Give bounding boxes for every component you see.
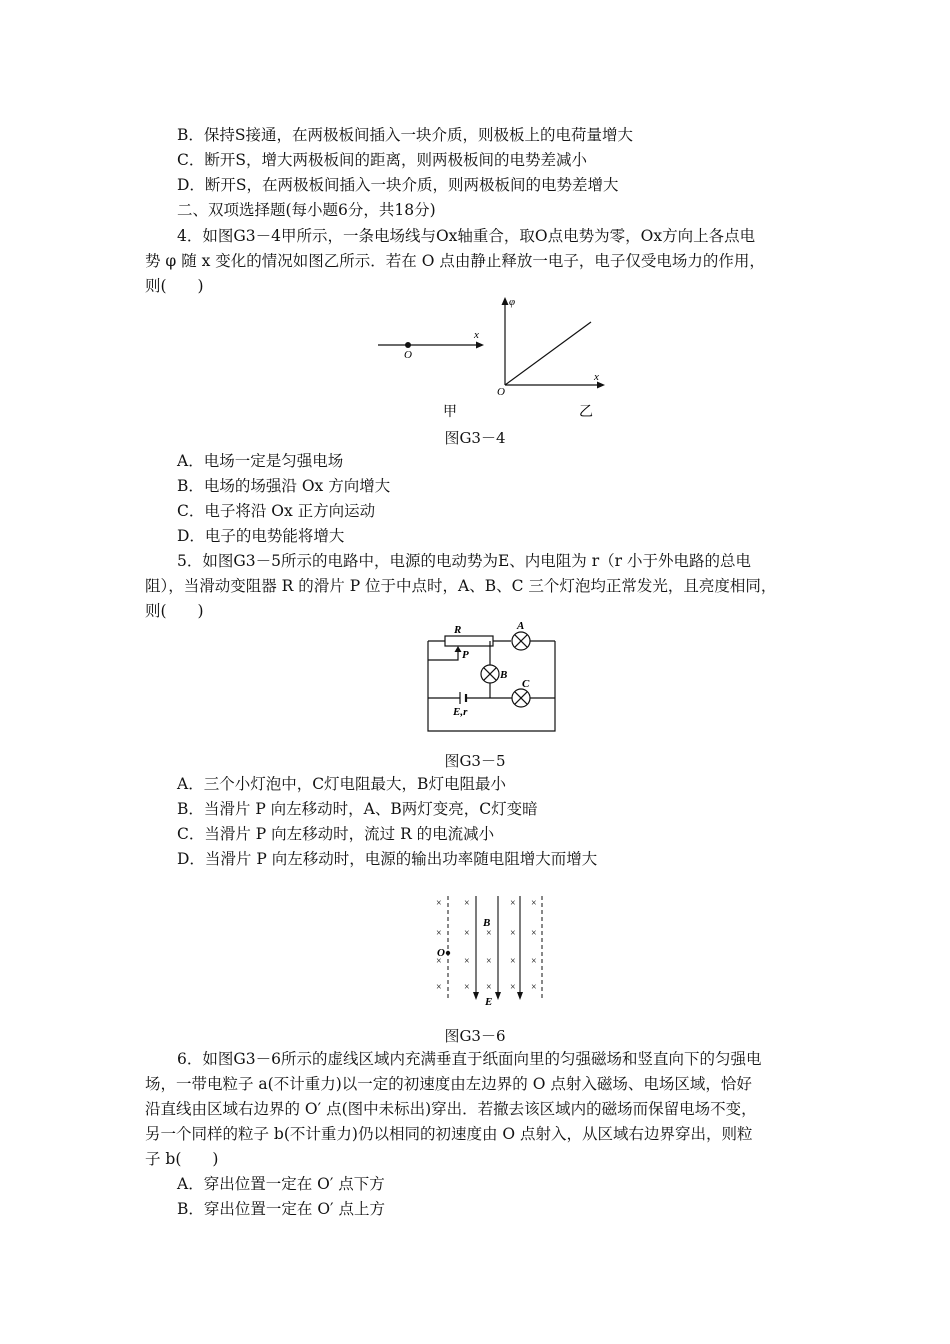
rheostat-r	[445, 636, 493, 646]
arrow-head-icon	[476, 342, 484, 349]
cross-mark-icon: ×	[531, 898, 537, 909]
point-o	[446, 951, 450, 955]
q6-option-a: A．穿出位置一定在 O′ 点下方	[177, 1175, 385, 1193]
jia-x-label: x	[474, 329, 479, 341]
figure-caption-g3-6: 图G3－6	[444, 1027, 506, 1045]
phi-x-line	[505, 322, 591, 385]
figure-caption-g3-5: 图G3－5	[444, 752, 506, 770]
q5-stem-line3: 则( )	[145, 602, 204, 620]
cross-mark-icon: ×	[486, 928, 492, 939]
arrow-down-icon	[473, 992, 479, 1000]
label-e: E	[485, 996, 493, 1008]
cross-mark-icon: ×	[531, 982, 537, 993]
q4-option-d: D．电子的电势能将增大	[177, 527, 345, 545]
q4-stem-line3: 则( )	[145, 277, 204, 295]
q5-option-b: B．当滑片 P 向左移动时，A、B两灯变亮，C灯变暗	[177, 800, 538, 818]
q3-option-d: D．断开S，在两极板间插入一块介质，则两极板间的电势差增大	[177, 176, 619, 194]
q3-option-b: B．保持S接通，在两极板间插入一块介质，则极板上的电荷量增大	[177, 126, 634, 144]
cross-mark-icon: ×	[436, 956, 442, 967]
jia-origin-label: O	[404, 349, 412, 361]
label-a: A	[517, 620, 525, 632]
arrow-down-icon	[495, 992, 501, 1000]
q4-stem-line1: 4．如图G3－4甲所示，一条电场线与Ox轴重合，取O点电势为零，Ox方向上各点电	[177, 227, 756, 245]
q5-option-a: A．三个小灯泡中，C灯电阻最大，B灯电阻最小	[177, 775, 506, 793]
cross-mark-icon: ×	[464, 956, 470, 967]
cross-mark-icon: ×	[510, 956, 516, 967]
label-p: P	[462, 649, 469, 661]
magnetic-field-crosses	[436, 898, 537, 993]
cross-mark-icon: ×	[436, 982, 442, 993]
yi-phi-label: φ	[509, 296, 516, 308]
q4-stem-line2: 势 φ 随 x 变化的情况如图乙所示．若在 O 点由静止释放一电子，电子仅受电场力的作用，	[145, 252, 765, 270]
q3-option-c: C．断开S，增大两极板间的距离，则两极板间的电势差减小	[177, 151, 587, 169]
label-c: C	[522, 678, 530, 690]
circuit-wire	[428, 641, 555, 731]
slider-arrow-icon	[455, 646, 462, 652]
figure-g3-4	[370, 290, 620, 425]
label-b: B	[483, 917, 491, 929]
section-heading: 二、双项选择题(每小题6分，共18分)	[177, 201, 436, 219]
cross-mark-icon: ×	[486, 956, 492, 967]
cross-mark-icon: ×	[510, 898, 516, 909]
q6-stem-line4: 另一个同样的粒子 b(不计重力)仍以相同的初速度由 O 点射入，从区域右边界穿出，则粒	[145, 1125, 753, 1143]
cross-mark-icon: ×	[510, 928, 516, 939]
cross-mark-icon: ×	[464, 898, 470, 909]
point-o	[405, 342, 411, 348]
yi-x-label: x	[594, 371, 599, 383]
q6-option-b: B．穿出位置一定在 O′ 点上方	[177, 1200, 385, 1218]
cross-mark-icon: ×	[510, 982, 516, 993]
label-r: R	[454, 624, 462, 636]
figure-g3-5	[420, 618, 565, 740]
figure-caption-g3-4: 图G3－4	[444, 429, 506, 447]
q5-option-d: D．当滑片 P 向左移动时，电源的输出功率随电阻增大而增大	[177, 850, 598, 868]
cross-mark-icon: ×	[436, 898, 442, 909]
cross-mark-icon: ×	[436, 928, 442, 939]
fig-yi-label: 乙	[579, 405, 593, 420]
cross-mark-icon: ×	[486, 982, 492, 993]
cross-mark-icon: ×	[531, 956, 537, 967]
q5-option-c: C．当滑片 P 向左移动时，流过 R 的电流减小	[177, 825, 495, 843]
arrow-down-icon	[517, 992, 523, 1000]
label-er: E,r	[453, 706, 468, 718]
cross-mark-icon: ×	[464, 982, 470, 993]
figure-g3-6	[430, 892, 555, 1012]
q4-option-c: C．电子将沿 Ox 正方向运动	[177, 502, 376, 520]
yi-origin-label: O	[497, 386, 505, 398]
label-b: B	[500, 669, 508, 681]
q5-stem-line2: 阻），当滑动变阻器 R 的滑片 P 位于中点时，A、B、C 三个灯泡均正常发光，且亮度相同，	[145, 577, 777, 595]
q5-stem-line1: 5．如图G3－5所示的电路中，电源的电动势为E、内电阻为 r（r 小于外电路的总电	[177, 552, 751, 570]
fig-jia-label: 甲	[443, 405, 457, 420]
slider-wire	[428, 650, 458, 660]
cross-mark-icon: ×	[531, 928, 537, 939]
q6-stem-line3: 沿直线由区域右边界的 O′ 点(图中未标出)穿出．若撤去该区域内的磁场而保留电场不变，	[145, 1100, 757, 1118]
arrow-head-icon	[502, 297, 509, 305]
q4-option-a: A．电场一定是匀强电场	[177, 452, 344, 470]
q6-stem-line1: 6．如图G3－6所示的虚线区域内充满垂直于纸面向里的匀强磁场和竖直向下的匀强电	[177, 1050, 762, 1068]
label-o: O	[437, 947, 445, 959]
q6-stem-line2: 场，一带电粒子 a(不计重力)以一定的初速度由左边界的 O 点射入磁场、电场区域，恰好	[145, 1075, 752, 1093]
q6-stem-line5: 子 b( )	[145, 1150, 219, 1168]
cross-mark-icon: ×	[464, 928, 470, 939]
q4-option-b: B．电场的场强沿 Ox 方向增大	[177, 477, 391, 495]
